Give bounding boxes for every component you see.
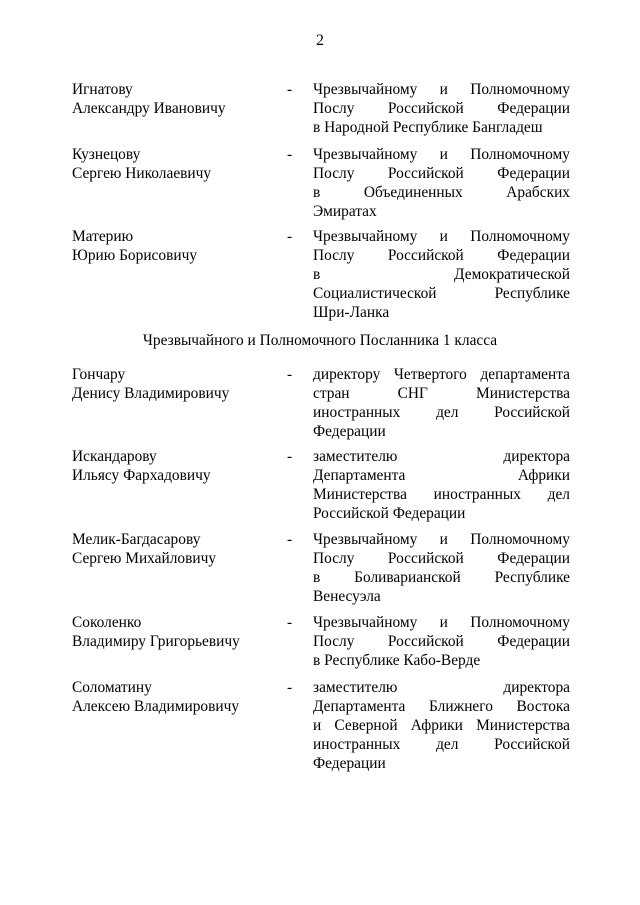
position-text [313,613,570,670]
position-line: в Демократической [313,266,570,283]
surname: Гончару [72,366,126,383]
person-name [72,613,282,651]
position-line: Департамента Ближнего Востока [313,698,570,715]
position-line: Послу Российской Федерации [313,550,570,567]
person-name [72,80,282,118]
position-text [313,447,570,523]
position-text [313,80,570,137]
surname: Игнатову [72,81,133,98]
position-line: заместителю директора [313,448,570,465]
position-line: директору Четвертого департамента [313,366,570,383]
position-line: Департамента Африки [313,467,570,484]
position-text [313,145,570,221]
person-name [72,447,282,485]
position-line: Социалистической Республике [313,285,570,302]
position-line: Послу Российской Федерации [313,633,570,650]
position-line: Послу Российской Федерации [313,165,570,182]
position-text [313,530,570,606]
dash-separator: - [287,679,293,696]
person-name [72,227,282,265]
dash-separator: - [287,81,293,98]
position-line: Российской Федерации [313,505,466,522]
position-line: Венесуэла [313,588,381,605]
surname: Кузнецову [72,146,141,163]
dash-separator: - [287,146,293,163]
position-line: в Боливарианской Республике [313,569,570,586]
position-line: Послу Российской Федерации [313,100,570,117]
page-number: 2 [316,32,324,49]
given-names: Александру Ивановичу [72,100,226,117]
position-text [313,227,570,322]
surname: Соколенко [72,614,142,631]
dash-separator: - [287,366,293,383]
position-line: в Народной Республике Бангладеш [313,119,543,136]
position-line: Эмиратах [313,203,377,220]
person-name [72,678,282,716]
position-line: и Северной Африки Министерства [313,717,570,734]
position-text [313,365,570,441]
position-line: Чрезвычайному и Полномочному [313,531,570,548]
dash-separator: - [287,614,293,631]
surname: Искандарову [72,448,157,465]
surname: Мелик-Багдасарову [72,531,201,548]
position-line: Чрезвычайному и Полномочному [313,228,570,245]
position-line: в Объединенных Арабских [313,184,570,201]
given-names: Ильясу Фархадовичу [72,467,211,484]
person-name [72,365,282,403]
given-names: Сергею Михайловичу [72,550,217,567]
position-text [313,678,570,773]
position-line: Послу Российской Федерации [313,247,570,264]
person-name [72,145,282,183]
given-names: Денису Владимировичу [72,385,230,402]
section-heading: Чрезвычайного и Полномочного Посланника 1 класса [142,332,498,349]
position-line: Чрезвычайному и Полномочному [313,146,570,163]
surname: Соломатину [72,679,152,696]
dash-separator: - [287,531,293,548]
position-line: стран СНГ Министерства [313,385,570,402]
position-line: Министерства иностранных дел [313,486,570,503]
given-names: Юрию Борисовичу [72,247,198,264]
dash-separator: - [287,448,293,465]
position-line: Шри-Ланка [313,304,390,321]
position-line: иностранных дел Российской [313,404,570,421]
given-names: Владимиру Григорьевичу [72,633,240,650]
given-names: Алексею Владимировичу [72,698,240,715]
position-line: в Республике Кабо-Верде [313,652,481,669]
position-line: иностранных дел Российской [313,736,570,753]
position-line: заместителю директора [313,679,570,696]
surname: Материю [72,228,134,245]
dash-separator: - [287,228,293,245]
position-line: Чрезвычайному и Полномочному [313,81,570,98]
position-line: Чрезвычайному и Полномочному [313,614,570,631]
given-names: Сергею Николаевичу [72,165,212,182]
person-name [72,530,282,568]
position-line: Федерации [313,755,386,772]
position-line: Федерации [313,423,386,440]
